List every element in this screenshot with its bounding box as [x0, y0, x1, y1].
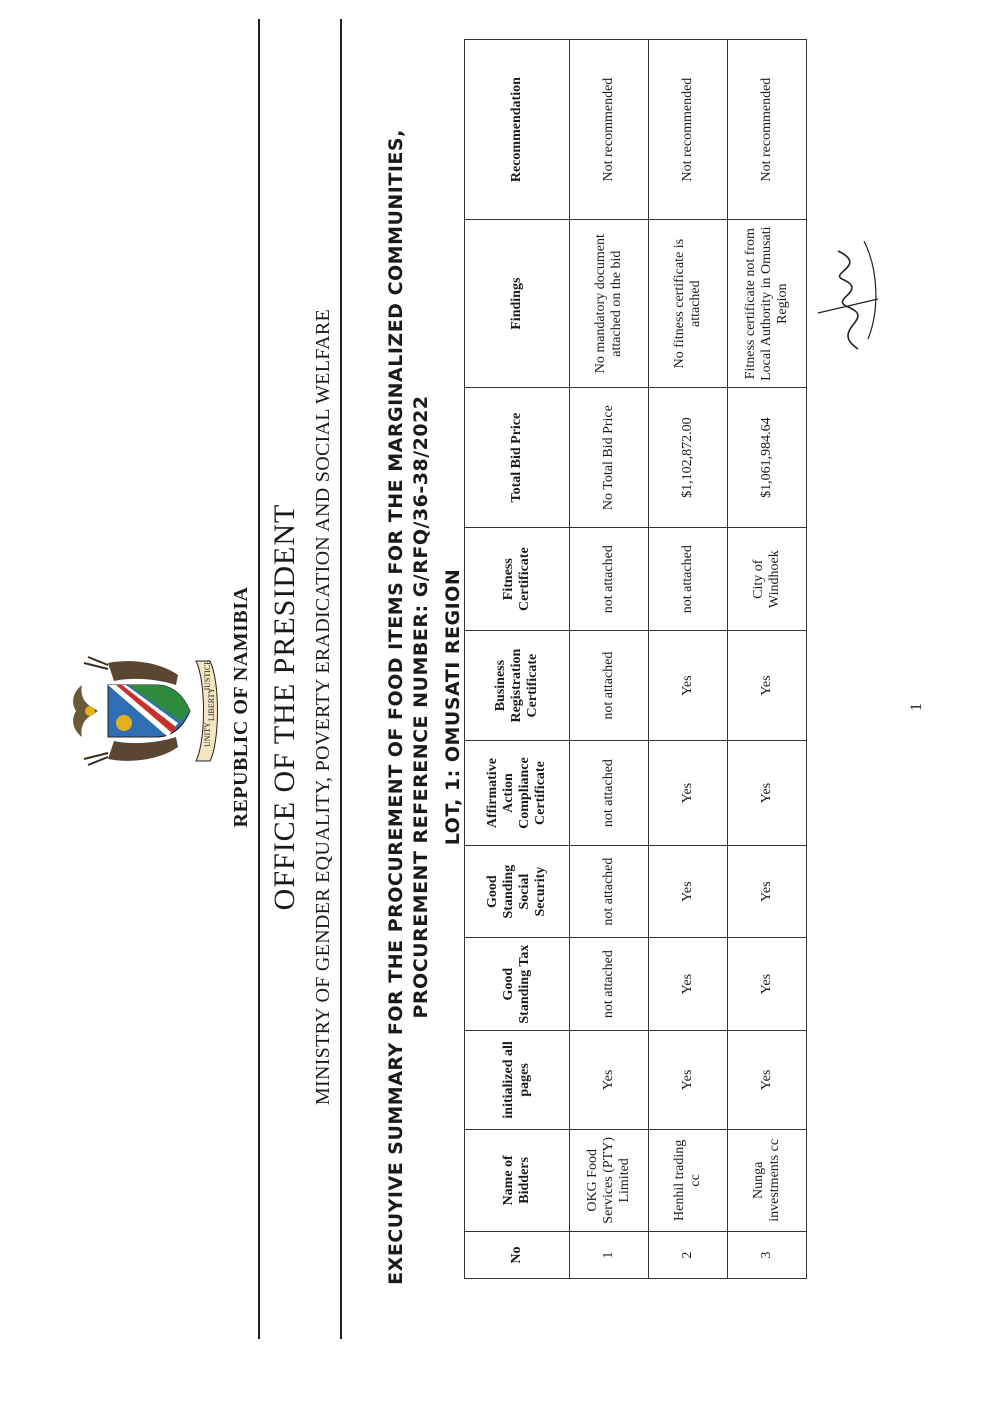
cell-price: No Total Bid Price — [570, 388, 649, 528]
cell-no: 3 — [728, 1232, 807, 1279]
header-affirmative: Affirmative Action Compliance Certificate — [465, 740, 570, 845]
cell-social: Yes — [649, 846, 728, 938]
header-initialized: initialized all pages — [465, 1031, 570, 1129]
cell-price: $1,061,984.64 — [728, 388, 807, 528]
signature-icon — [808, 229, 888, 369]
header-no: No — [465, 1232, 570, 1279]
cell-fitness: not attached — [570, 528, 649, 631]
office-heading: OFFICE OF THE PRESIDENT — [268, 503, 301, 911]
cell-affirmative: Yes — [649, 740, 728, 845]
cell-recommendation: Not recommended — [728, 40, 807, 220]
cell-tax: Yes — [728, 938, 807, 1031]
bid-evaluation-table — [464, 39, 807, 1279]
cell-affirmative: Yes — [728, 740, 807, 845]
cell-price: $1,102,872.00 — [649, 388, 728, 528]
cell-no: 1 — [570, 1232, 649, 1279]
header-tax: Good Standing Tax — [465, 938, 570, 1031]
cell-social: Yes — [728, 846, 807, 938]
page-number: 1 — [908, 703, 925, 711]
cell-initialized: Yes — [649, 1031, 728, 1129]
cell-name: Henhil trading cc — [649, 1129, 728, 1232]
table-row — [570, 40, 649, 1279]
header-findings: Findings — [465, 220, 570, 388]
country-heading: REPUBLIC OF NAMIBIA — [230, 586, 252, 828]
table-row — [728, 40, 807, 1279]
lot-heading: LOT, 1: OMUSATI REGION — [442, 568, 464, 846]
header-price: Total Bid Price — [465, 388, 570, 528]
cell-name: OKG Food Services (PTY) Limited — [570, 1129, 649, 1232]
cell-tax: Yes — [649, 938, 728, 1031]
svg-text:JUSTICE: JUSTICE — [203, 659, 212, 691]
cell-tax: not attached — [570, 938, 649, 1031]
svg-text:LIBERTY: LIBERTY — [207, 687, 216, 721]
header-business: Business Registration Certificate — [465, 631, 570, 741]
cell-initialized: Yes — [728, 1031, 807, 1129]
svg-text:UNITY: UNITY — [203, 722, 212, 747]
summary-title-line1: EXECUYIVE SUMMARY FOR THE PROCUREMENT OF FOOD ITEMS FOR THE MARGINALIZED COMMUNITIES, — [385, 129, 407, 1285]
cell-recommendation: Not recommended — [649, 40, 728, 220]
summary-title-line2: PROCUREMENT REFERENCE NUMBER: G/RFQ/36-38/2022 — [410, 395, 432, 1019]
table-row — [649, 40, 728, 1279]
header-fitness: Fitness Certificate — [465, 528, 570, 631]
cell-findings: No fitness certificate is attached — [649, 220, 728, 388]
cell-social: not attached — [570, 846, 649, 938]
coat-of-arms-icon — [68, 651, 228, 771]
cell-business: Yes — [728, 631, 807, 741]
cell-findings: Fitness certificate not from Local Authority in Omusati Region — [728, 220, 807, 388]
ministry-heading: MINISTRY OF GENDER EQUALITY, POVERTY ERADICATION AND SOCIAL WELFARE — [312, 308, 334, 1106]
header-recommendation: Recommendation — [465, 40, 570, 220]
cell-name: Nunga investments cc — [728, 1129, 807, 1232]
cell-fitness: not attached — [649, 528, 728, 631]
cell-findings: No mandatory document attached on the bid — [570, 220, 649, 388]
cell-no: 2 — [649, 1232, 728, 1279]
header-divider-top — [258, 19, 260, 1339]
cell-recommendation: Not recommended — [570, 40, 649, 220]
header-divider-bottom — [340, 19, 342, 1339]
table-header-row — [465, 40, 570, 1279]
cell-affirmative: not attached — [570, 740, 649, 845]
cell-initialized: Yes — [570, 1031, 649, 1129]
header-name: Name of Bidders — [465, 1129, 570, 1232]
header-social: Good Standing Social Security — [465, 846, 570, 938]
cell-fitness: City of Windhoek — [728, 528, 807, 631]
cell-business: Yes — [649, 631, 728, 741]
cell-business: not attached — [570, 631, 649, 741]
